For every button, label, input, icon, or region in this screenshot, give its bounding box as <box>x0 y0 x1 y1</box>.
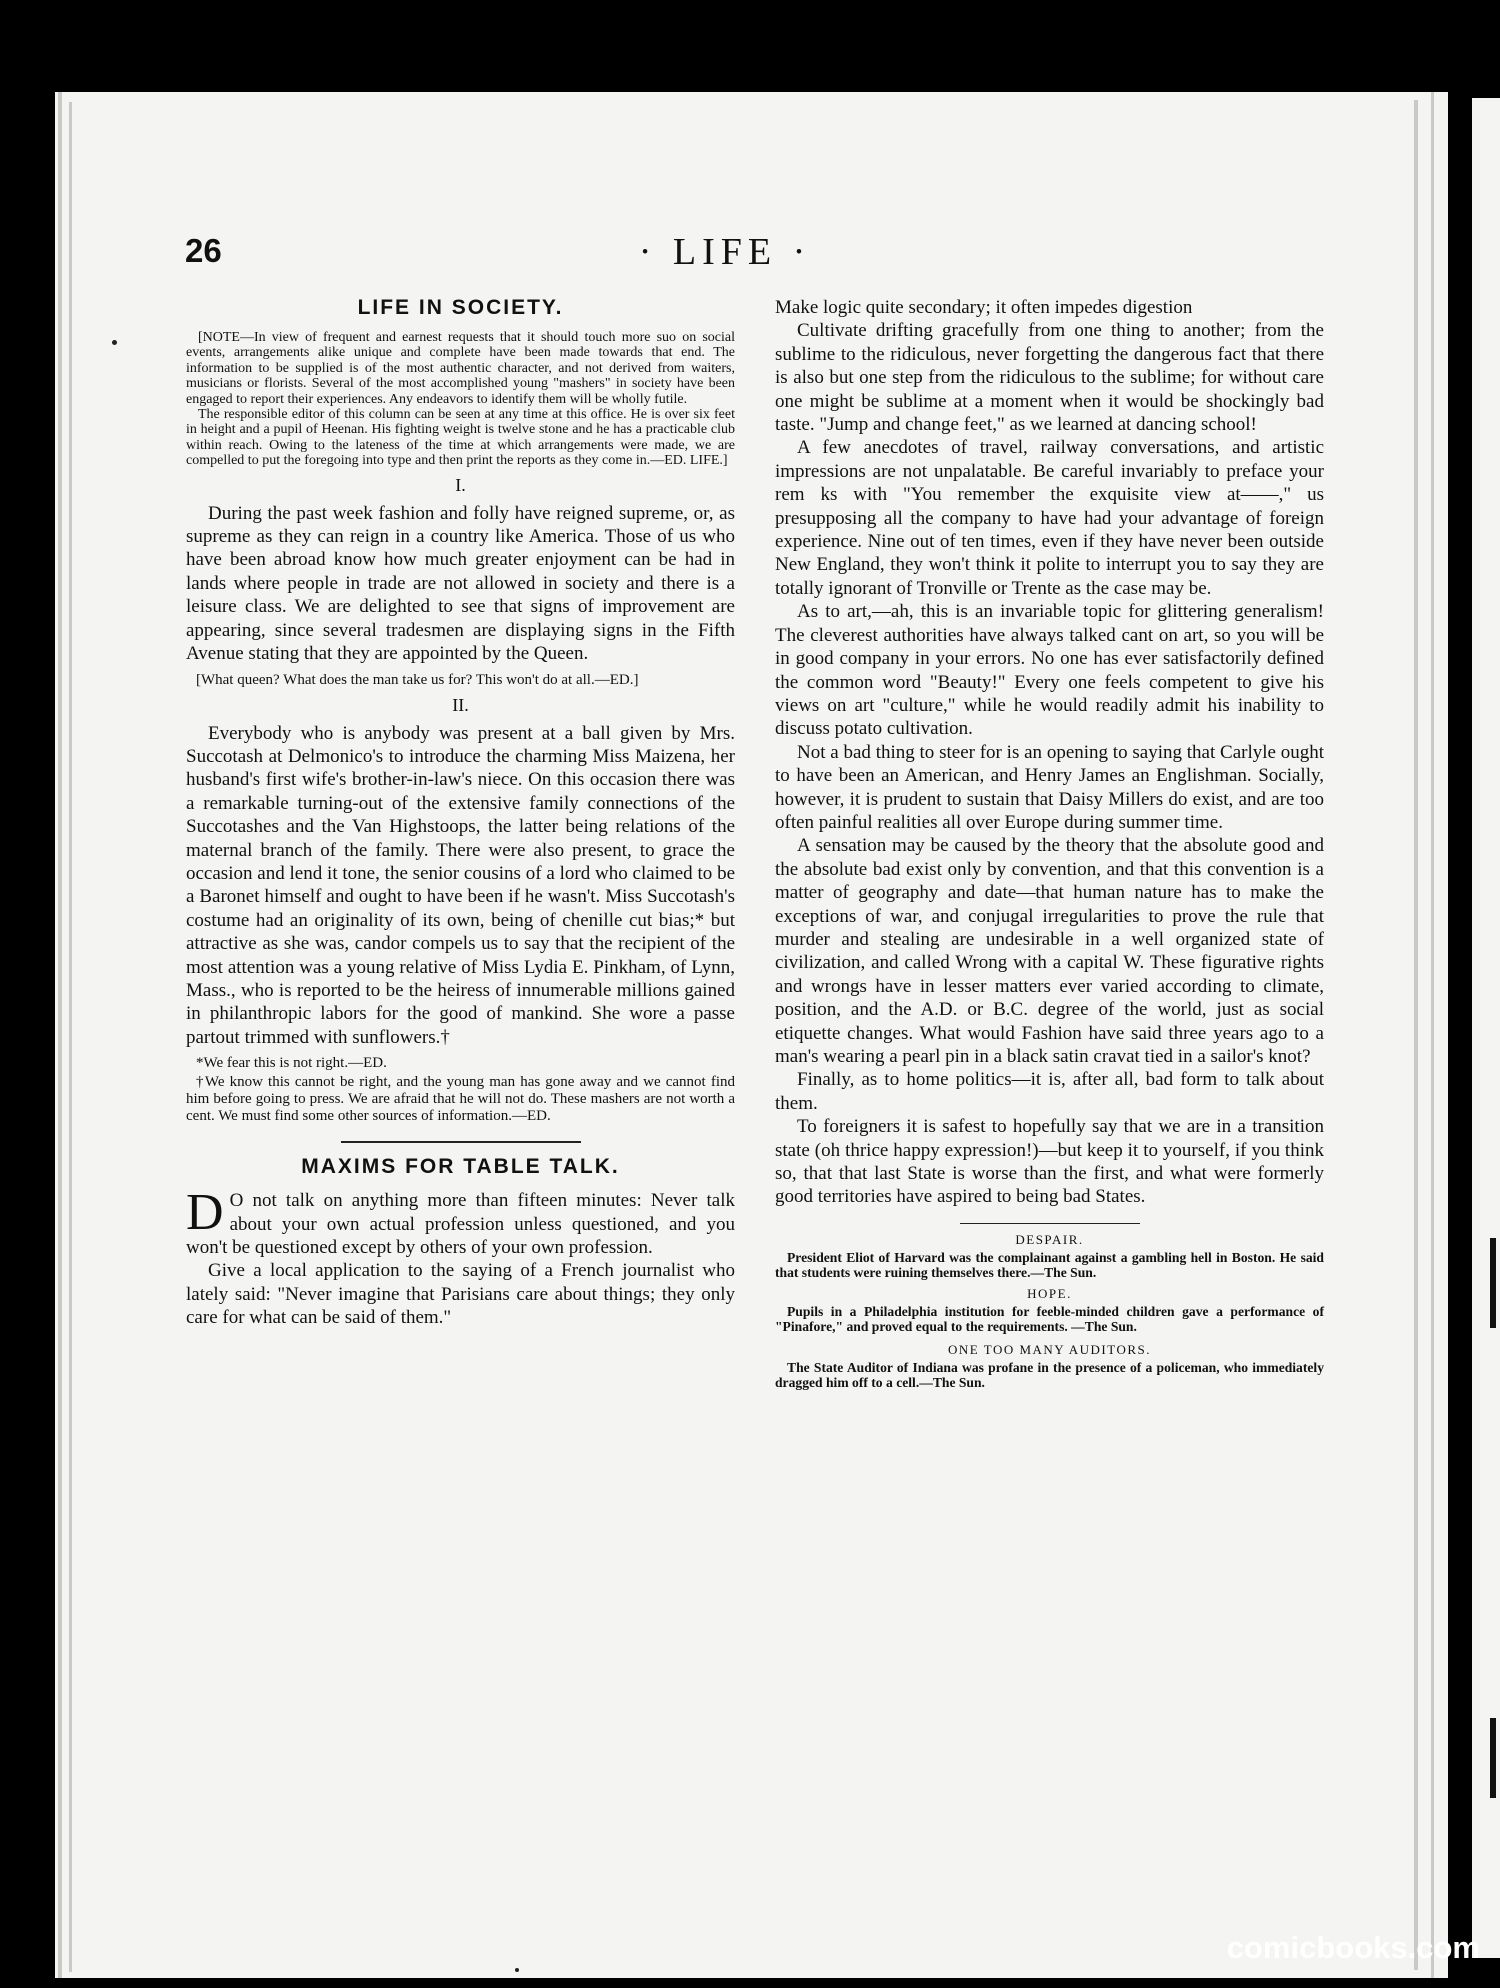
snippet-text: The State Auditor of Indiana was profane in the presence of a policeman, who immediately dragged him off to a cell.—The Sun. <box>775 1359 1324 1390</box>
section-divider <box>341 1141 581 1143</box>
print-speck <box>112 340 117 345</box>
snippet-text: President Eliot of Harvard was the complainant against a gambling hell in Boston. He said that students were ruining themselves there.—The Sun. <box>775 1249 1324 1280</box>
article-paragraph: Everybody who is anybody was present at a ball given by Mrs. Succotash at Delmonico's to introduce the charming Miss Maizena, her husband's first wife's brother-in-law's niece. On this occasion there was a remarkable turning-out of the extensive family connections of the Succotashes and the Van Highstoops, the latter being relations of the maternal branch of the family. There were also present, to grace the occasion and lend it tone, the senior cousins of a lord who claimed to be a Baronet himself and ought to have been if he wasn't. Miss Succotash's costume had an originality of its own, being of chenille cut bias;* but attractive as she was, candor compels us to say that the recipient of the most attention was a young relative of Miss Lydia E. Pinkham, of Lynn, Mass., who is reported to be the heiress of innumerable millions gained in philanthropic labors for the good of mankind. She wore a passe partout trimmed with sunflowers.† <box>186 722 735 1048</box>
editor-note: [NOTE—In view of frequent and earnest requests that it should touch more suo on social events, arrangements alike unique and complete have been made towards that end. The information to be supplied is of the most authentic character, and not derived from waiters, musicians or florists. Several of the most accomplished young "mashers" in society have been engaged to report their experiences. Any endeavors to identify them will be wholly futile. <box>186 330 735 407</box>
article-paragraph: Cultivate drifting gracefully from one thing to another; from the sublime to the ridiculous, never forgetting the dangerous fact that there is also but one step from the ridiculous to the sublime; for without care one might be sublime at a moment when it would be shockingly bad taste. "Jump and change feet," as we learned at dancing school! <box>775 320 1324 436</box>
article-paragraph: As to art,—ah, this is an invariable topic for glittering generalism! The cleverest authorities have always talked cant on art, so you will be in good company in your errors. No one has ever satisfactorily defined the common word "Beauty!" Every one feels competent to give his views on art "culture," while he would readily admit his inability to discuss potato cultivation. <box>775 601 1324 740</box>
article-paragraph: A few anecdotes of travel, railway conversations, and artistic impressions are not unpalatable. Be careful invariably to preface your rem ks with "You remember the exquisite view at——," us presupposing all the company to have had your advantage of foreign experience. Nine out of ten times, even if they have never been outside New England, they won't think it polite to interrupt you to say they are totally ignorant of Tronville or Trente as the case may be. <box>775 437 1324 599</box>
footnote: †We know this cannot be right, and the young man has gone away and we cannot find him before going to press. We are afraid that he will not do. These mashers are not worth a cent. We must find some other sources of information.—ED. <box>186 1074 735 1125</box>
drop-cap: D <box>186 1184 224 1242</box>
adjacent-page-mark <box>1490 1238 1496 1328</box>
adjacent-page-mark <box>1490 1718 1496 1798</box>
section-numeral: II. <box>452 694 469 715</box>
footnote: *We fear this is not right.—ED. <box>196 1055 387 1072</box>
page-edge-right-inner <box>1414 100 1418 1970</box>
article-paragraph <box>186 1184 735 1259</box>
editor-note: The responsible editor of this column can be seen at any time at this office. He is over six feet in height and a pupil of Heenan. His fighting weight is twelve stone and he has a practicable club within reach. Owing to the lateness of the time at which arrangements were made, we are compelled to put the foregoing into type and then print the reports as they come in.—ED. LIFE.] <box>186 407 735 469</box>
maxims-text: O not talk on anything more than fifteen minutes: Never talk about your own actual profession unless questioned, and you won't be questioned except by others of your own profession. <box>186 1190 735 1258</box>
article-paragraph: A sensation may be caused by the theory that the absolute good and the absolute bad exist only by convention, and that this convention is a matter of geography and date—that human nature has to make the exceptions of war, and conjugal irregularities to prove the rule that murder and stealing are undesirable in a well organized state of civilization, and called Wrong with a capital W. These figurative rights and wrongs have in lesser matters ever varied according to climate, position, and the A.D. or B.C. degree of the world, just as social etiquette changes. What would Fashion have said three years ago to a man's wearing a pearl pin in a black satin cravat tied in a sailor's knot? <box>775 835 1324 1067</box>
article-paragraph: During the past week fashion and folly have reigned supreme, or, as supreme as they can reign in a country like America. Those of us who have been abroad know how much greater enjoyment can be had in lands where people in trade are not allowed in society and there is a leisure class. We are delighted to see that signs of improvement are appearing, since several tradesmen are displaying signs in the Fifth Avenue stating that they are appointed by the Queen. <box>186 502 735 665</box>
article-title: MAXIMS FOR TABLE TALK. <box>301 1155 620 1179</box>
right-column <box>775 296 1324 1390</box>
page-edge-left <box>58 92 62 1978</box>
page-number: 26 <box>185 232 222 269</box>
snippet-title: DESPAIR. <box>1015 1231 1084 1247</box>
masthead: · LIFE · <box>638 231 812 273</box>
left-column <box>186 296 735 1330</box>
snippet-title: ONE TOO MANY AUDITORS. <box>948 1341 1151 1357</box>
article-paragraph: To foreigners it is safest to hopefully say that we are in a transition state (oh thrice happy expression!)—but keep it to yourself, if you think so, that that last State is worse than the first, and what were formerly good territories have aspired to being bad States. <box>775 1116 1324 1208</box>
snippet-text: Pupils in a Philadelphia institution for feeble-minded children gave a performance of "Pinafore," and proved equal to the requirements. —The Sun. <box>775 1303 1324 1334</box>
article-paragraph: Give a local application to the saying of a French journalist who lately said: "Never imagine that Parisians care about things; they only care for what can be said of them." <box>186 1260 735 1329</box>
section-numeral: I. <box>455 474 466 495</box>
page-edge-right <box>1431 92 1434 1978</box>
editor-aside: [What queen? What does the man take us for? This won't do at all.—ED.] <box>196 671 639 688</box>
article-paragraph: Finally, as to home politics—it is, after all, bad form to talk about them. <box>775 1069 1324 1114</box>
adjacent-page-strip <box>1472 98 1500 1958</box>
page-edge-left-inner <box>69 102 72 1972</box>
article-paragraph: Make logic quite secondary; it often impedes digestion <box>775 297 1193 318</box>
snippet-title: HOPE. <box>1027 1285 1072 1301</box>
site-watermark: comicbooks.com <box>1226 1930 1480 1965</box>
print-speck <box>515 1968 519 1972</box>
article-title: LIFE IN SOCIETY. <box>357 296 564 319</box>
section-divider <box>960 1223 1140 1224</box>
article-paragraph: Not a bad thing to steer for is an opening to saying that Carlyle ought to have been an American, and Henry James an Englishman. Socially, however, it is prudent to sustain that Daisy Millers do exist, and are too often painful realities all over Europe during summer time. <box>775 741 1324 833</box>
